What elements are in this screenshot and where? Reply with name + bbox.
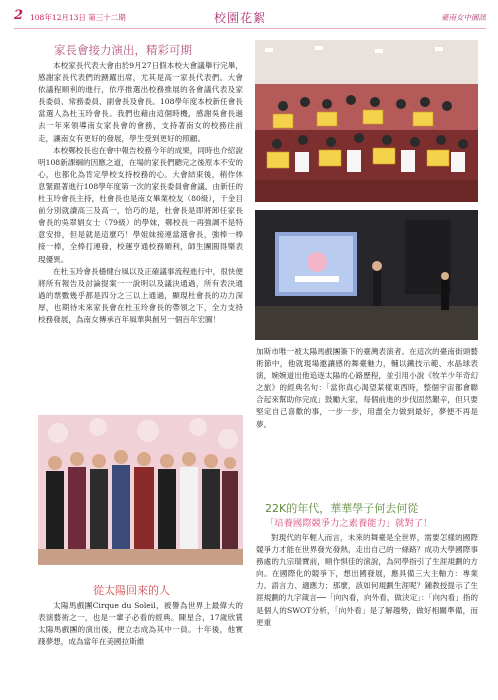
- page-header: [14, 8, 486, 28]
- paragraph: 在杜玉玲會長穩健台風以及正確議事流程進行中，很快便將所有報告及討論提案一一說明以及議決通過，所有表決通過的票數幾乎都是四分之三以上通過，顯現杜會長的功力深厚，也期待未來家長會在杜玉玲會長的帶領之下，全力支持校務發展，為南女傳承百年風華與創另一個百年宏圖！: [38, 266, 243, 324]
- photo-group-parents: [38, 415, 243, 565]
- paragraph: 本校鄭校長也在會中報告校務今年的成果，同時也介紹說明108新課綱的因應之道，在場的家長們聽完之後原本不安的心，也都化為肯定學校支持校務的心。大會結束後，稍作休息緊跟著進行108學年度第一次的家長委員會會議，由新任的杜玉玲會長主持，杜會長也是南女畢業校友（80級），千金目前分別就讀高三及高一，恰巧的是，杜會長是即將卸任家長會長的吳翠娟女士（79級）的學妹，鄭校長一再強調不是特意安排，但是就是這麼巧！學姐妹接連當選會長，強棒一棒接一棒，全棒打連發，校運亨通校務順利，師生團圓得樂表現優異。: [38, 145, 243, 264]
- article-title-parents-meeting: 家長會接力演出，精彩可期: [54, 43, 192, 57]
- article-title-circus: 從太陽回來的人: [93, 584, 170, 597]
- paragraph: 對現代的年輕人而言，未來的舞臺是全世界，需要怎樣的國際競爭力才能在世界發光發熱，走出自己的一條路？成功大學國際事務處的九宗瑞寶前，順作惧佳的演說，為同學指引了生涯規劃的方向。在國際化的競爭下，想出國發展，應具備三大主軸力：專業力、語言力、適應力；那麼，該如何規劃生涯呢？鍾教授提示了生涯規劃的九字箴言──「向內看，向外看，做決定」：「向內看」指的是個人的SWOT分析，「向外看」是了解趨勢，做好相關準備，而更重: [256, 533, 478, 627]
- article-subtitle-22k: 「培養國際競爭力之素養能力」就對了！: [265, 518, 433, 529]
- photo-award-ceremony: [255, 40, 478, 202]
- paragraph: 太陽馬戲團Cirque du Soleil，被譽為世界上最偉大的表演藝術之一，也是一輩子必看的經典。陳星合，17歲欣賞太陽馬戲團的演出後，便立志成為其中一員。十年後，他實踐夢想，成為當年在美國拉斯維: [38, 601, 243, 647]
- article-body-22k: [256, 532, 478, 629]
- header-divider: [14, 28, 486, 29]
- paragraph: 加斯市唯一被太陽馬戲團簽下的臺灣表演者。在這次的臺南街頭藝術節中，他就現場邀讓感的舞臺魅力，輔以鐵技示範、水晶球表演，婉婉道出他追逐太陽的心路歷程，並引用小說《牧羊少年奇幻之旅》的經典名句：「當你真心渴望某樣東西時，整個宇宙都會聯合起來幫助你完成」鼓勵大家，每個前進的步伐固然艱辛，但只要堅定自己喜歡的事，一步一步，用盡全力做到最好，夢便不再是夢。: [256, 347, 478, 429]
- article-body-parents-meeting: [38, 60, 243, 326]
- issue-date: 108年12月13日 第三十二期: [30, 13, 126, 22]
- article-body-circus-continued: [256, 346, 478, 431]
- article-body-circus: [38, 600, 243, 648]
- masthead-title: 校園花絮: [214, 11, 267, 25]
- paragraph: 本校家長代表大會由於9月27日假本校大會議舉行完畢，感謝家長代表們的踴躍出席，尤其是高一家長代表們。大會依議程順利的進行，依序推選出校務推展的各會議代表及家長委員、常務委員、副會長及會長。108學年度本校新任會長當選人為杜玉玲會長。我們也藉由這個時機，感謝吳會長過去一年來領導南女家長會的會務，支持著南女的校務往前走，讓南女有更好的發展，學生受到更好的照顧。: [38, 61, 243, 143]
- article-title-22k: 22K的年代，華華學子何去何從: [265, 502, 419, 515]
- school-name: 臺南女中園訊: [441, 13, 486, 22]
- page-number: 2: [14, 8, 24, 23]
- photo-stage-lecture: [255, 210, 478, 340]
